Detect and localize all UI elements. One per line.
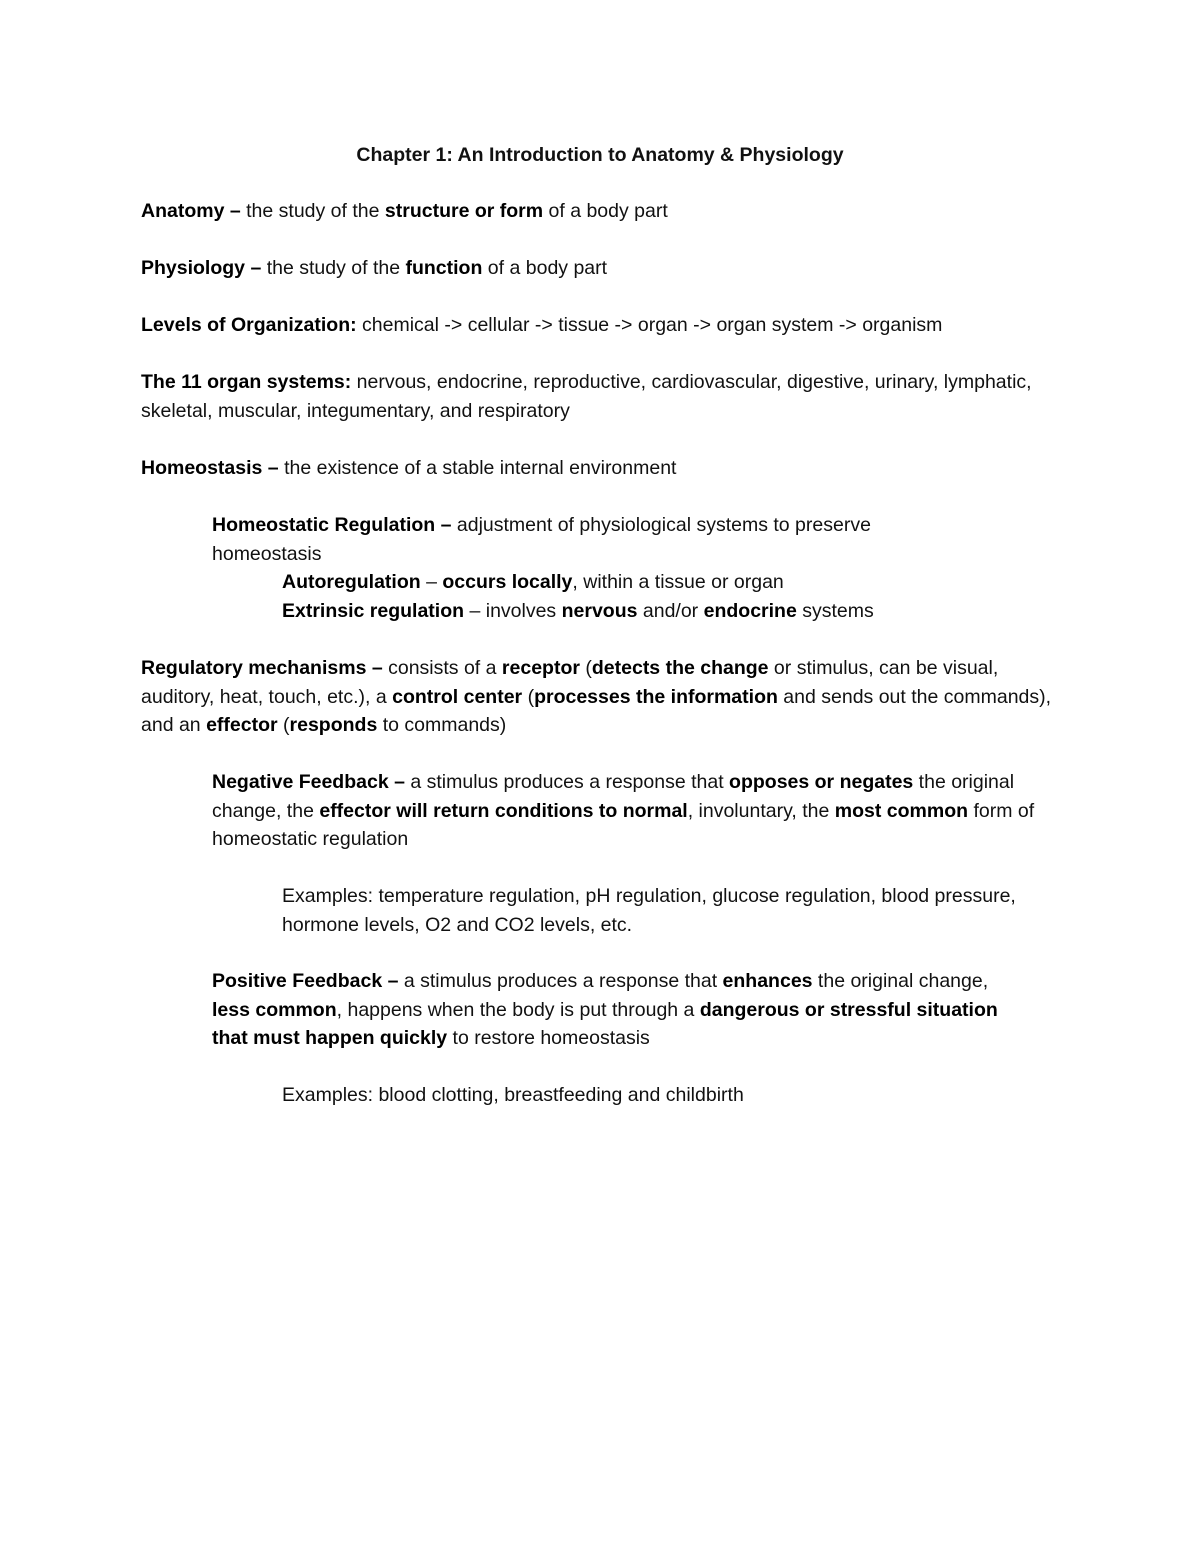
positive-feedback: Positive Feedback – a stimulus produces a response that enhances the original change, less common, happens when the body is put through a dangerous or stressful situation that must happen quickly to restore homeostasis: [212, 970, 998, 1049]
anatomy-term: Anatomy: [141, 200, 225, 222]
homeostatic-regulation-term: Homeostatic Regulation: [212, 514, 436, 536]
negative-feedback-examples: Examples: temperature regulation, pH regulation, glucose regulation, blood pressure, hormone levels, O2 and CO2 levels, etc.: [282, 885, 1016, 936]
homeostasis-term: Homeostasis: [141, 457, 263, 479]
page-title: Chapter 1: An Introduction to Anatomy & Physiology: [356, 144, 844, 166]
regulatory-term: Regulatory mechanisms: [141, 657, 367, 679]
organ-systems-term: The 11 organ systems:: [141, 371, 352, 393]
autoregulation-term: Autoregulation: [282, 571, 421, 593]
anatomy-definition: Anatomy – the study of the structure or form of a body part: [141, 200, 668, 222]
levels-of-organization: Levels of Organization: chemical -> cellular -> tissue -> organ -> organ system -> organism: [141, 314, 943, 336]
homeostatic-regulation: Homeostatic Regulation – adjustment of physiological systems to preserve homeostasis: [212, 514, 871, 565]
extrinsic-regulation: Extrinsic regulation – involves nervous and/or endocrine systems: [282, 600, 874, 622]
regulatory-mechanisms: Regulatory mechanisms – consists of a receptor (detects the change or stimulus, can be visual, auditory, heat, touch, etc.), a control center (processes the information and sends out the commands), and an effector (responds to commands): [141, 657, 1052, 736]
physiology-definition: Physiology – the study of the function of a body part: [141, 257, 608, 279]
organ-systems: The 11 organ systems: nervous, endocrine, reproductive, cardiovascular, digestive, urinary, lymphatic, skeletal, muscular, integumentary, and respiratory: [141, 371, 1032, 422]
homeostasis-definition: Homeostasis – the existence of a stable internal environment: [141, 457, 677, 479]
negative-feedback-term: Negative Feedback: [212, 771, 389, 793]
physiology-term: Physiology: [141, 257, 246, 279]
extrinsic-term: Extrinsic regulation: [282, 600, 465, 622]
autoregulation: Autoregulation – occurs locally, within a tissue or organ: [282, 571, 784, 593]
levels-term: Levels of Organization:: [141, 314, 357, 336]
negative-feedback: Negative Feedback – a stimulus produces a response that opposes or negates the original change, the effector will return conditions to normal, involuntary, the most common form of homeostatic regulation: [212, 771, 1035, 850]
positive-feedback-term: Positive Feedback: [212, 970, 383, 992]
positive-feedback-examples: Examples: blood clotting, breastfeeding and childbirth: [282, 1084, 744, 1106]
